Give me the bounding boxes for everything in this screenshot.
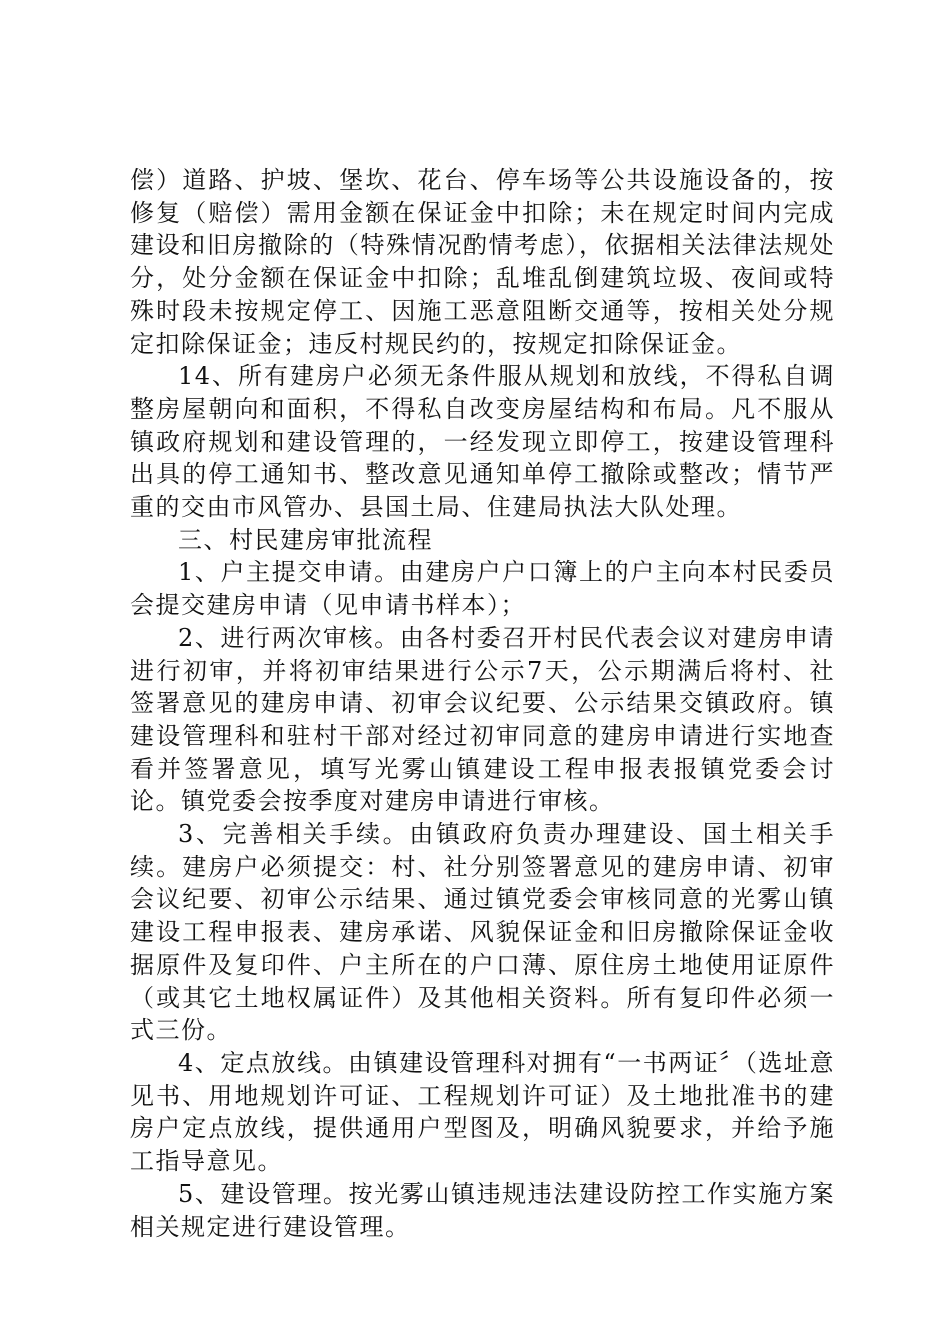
paragraph-item-14: 14、所有建房户必须无条件服从规划和放线，不得私自调整房屋朝向和面积，不得私自改变房屋结构和布局。凡不服从镇政府规划和建设管理的，一经发现立即停工，按建设管理科出具的停工通知书、整改意见通知单停工撤除或整改；情节严重的交由市风管办、县国土局、住建局执法大队处理。 <box>130 362 835 522</box>
document-body <box>130 164 835 1243</box>
paragraph-step-3: 3、完善相关手续。由镇政府负责办理建设、国土相关手续。建房户必须提交：村、社分别签署意见的建房申请、初审会议纪要、初审公示结果、通过镇党委会审核同意的光雾山镇建设工程申报表、建房承诺、风貌保证金和旧房撤除保证金收据原件及复印件、户主所在的户口薄、原住房土地使用证原件（或其它土地权属证件）及其他相关资料。所有复印件必须一式三份。 <box>130 820 835 1045</box>
paragraph-step-5: 5、建设管理。按光雾山镇违规违法建设防控工作实施方案相关规定进行建设管理。 <box>130 1179 835 1241</box>
paragraph-step-1: 1、户主提交申请。由建房户户口簿上的户主向本村民委员会提交建房申请（见申请书样本）； <box>130 558 835 620</box>
paragraph-step-2: 2、进行两次审核。由各村委召开村民代表会议对建房申请进行初审，并将初审结果进行公示7天，公示期满后将村、社签署意见的建房申请、初审会议纪要、公示结果交镇政府。镇建设管理科和驻村干部对经过初审同意的建房申请进行实地查看并签署意见，填写光雾山镇建设工程申报表报镇党委会讨论。镇党委会按季度对建房申请进行审核。 <box>130 623 835 816</box>
section-heading-approval-process: 三、村民建房审批流程 <box>178 525 433 554</box>
paragraph-step-4: 4、定点放线。由镇建设管理科对拥有“一书两证〞（选址意见书、用地规划许可证、工程规划许可证）及土地批准书的建房户定点放线，提供通用户型图及，明确风貌要求，并给予施工指导意见。 <box>130 1048 835 1176</box>
paragraph-deposit-deduction: 偿）道路、护坡、堡坎、花台、停车场等公共设施设备的，按修复（赔偿）需用金额在保证金中扣除；未在规定时间内完成建设和旧房撤除的（特殊情况酌情考虑），依据相关法律法规处分，处分金额在保证金中扣除；乱堆乱倒建筑垃圾、夜间或特殊时段未按规定停工、因施工恶意阻断交通等，按相关处分规定扣除保证金；违反村规民约的，按规定扣除保证金。 <box>130 166 835 358</box>
